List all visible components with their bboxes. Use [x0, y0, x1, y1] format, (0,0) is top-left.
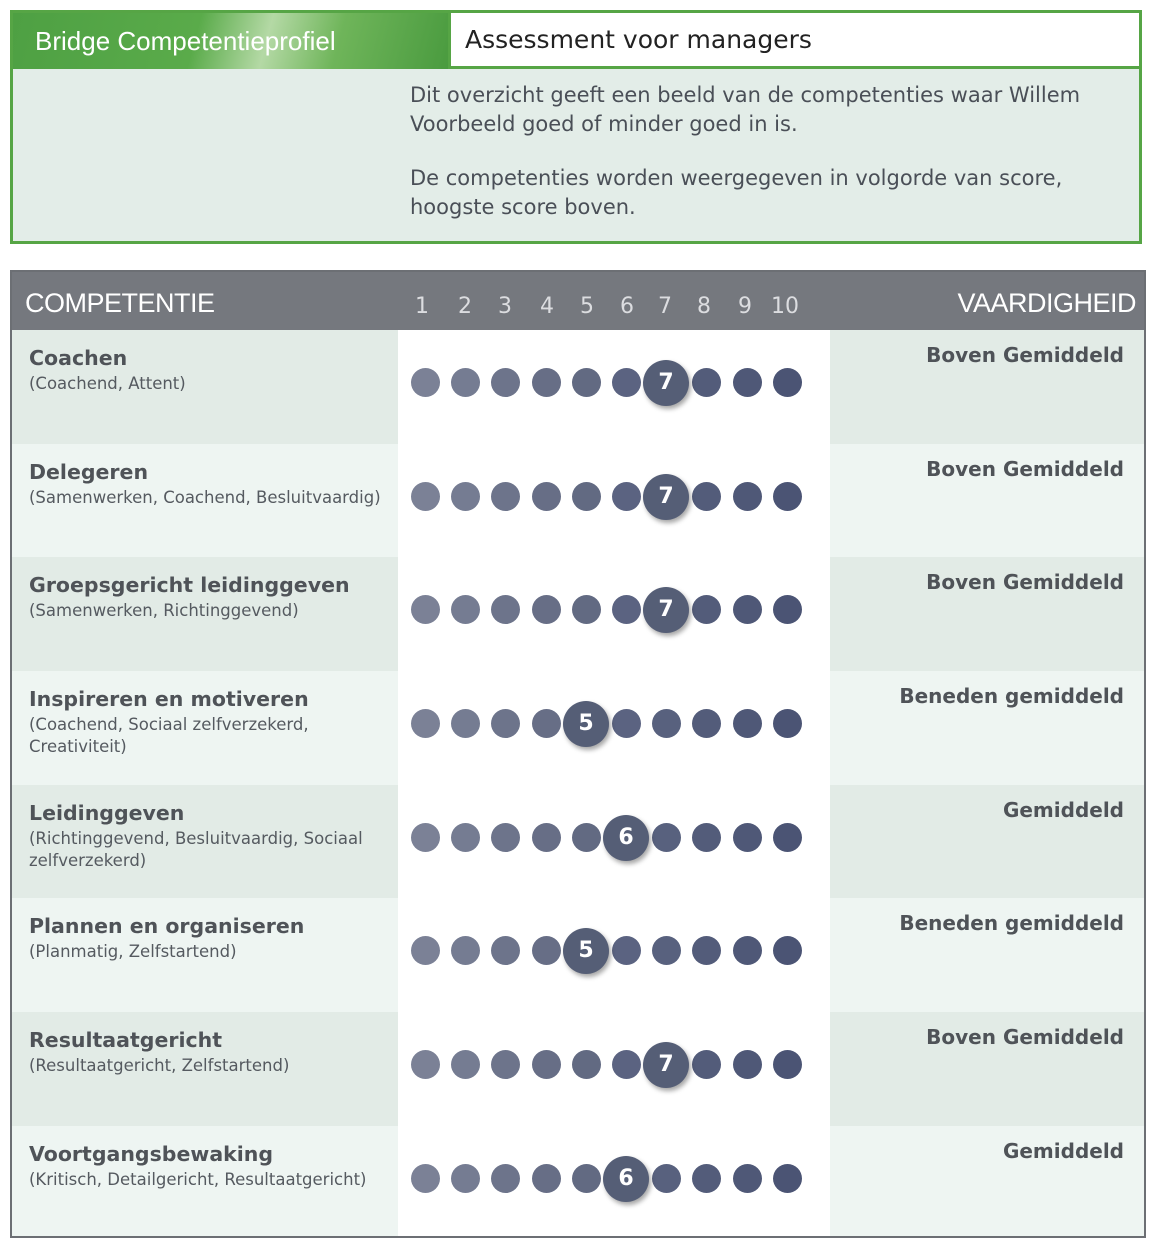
- score-marker: 6: [603, 815, 649, 861]
- scale-dot: [612, 1050, 641, 1079]
- scale-number: 8: [697, 294, 711, 319]
- scale-dot: [572, 368, 601, 397]
- scale-dot: [572, 1164, 601, 1193]
- score-scale: [398, 330, 830, 444]
- competence-name: Plannen en organiseren: [29, 914, 305, 939]
- scale-dot: [612, 368, 641, 397]
- competence-cell: [12, 898, 398, 1012]
- competence-subskills: (Resultaatgericht, Zelfstartend): [29, 1056, 290, 1076]
- scale-dot: [773, 1050, 802, 1079]
- scale-dot: [733, 1050, 762, 1079]
- score-cell: [398, 1012, 830, 1126]
- competence-name: Groepsgericht leidinggeven: [29, 573, 350, 598]
- competence-subskills: (Samenwerken, Richtinggevend): [29, 601, 299, 621]
- score-cell: [398, 444, 830, 558]
- level-cell: [830, 330, 1144, 444]
- scale-dot: [733, 1164, 762, 1193]
- scale-dot: [411, 595, 440, 624]
- scale-dot: [733, 823, 762, 852]
- skill-level: Beneden gemiddeld: [899, 684, 1124, 709]
- level-cell: [830, 785, 1144, 899]
- skill-level: Boven Gemiddeld: [926, 343, 1124, 367]
- scale-dot: [692, 1050, 721, 1079]
- score-scale: [398, 785, 830, 899]
- competence-subskills: (Planmatig, Zelfstartend): [29, 942, 237, 962]
- scale-dot: [692, 709, 721, 738]
- competence-name: Leidinggeven: [29, 800, 185, 825]
- scale-dot: [572, 1050, 601, 1079]
- scale-dot: [532, 823, 561, 852]
- scale-dot: [532, 595, 561, 624]
- scale-dot: [612, 936, 641, 965]
- level-cell: [830, 557, 1144, 671]
- level-cell: [830, 671, 1144, 785]
- skill-level: Boven Gemiddeld: [926, 570, 1124, 595]
- scale-number: 9: [738, 294, 752, 319]
- table-row: [12, 671, 1144, 785]
- scale-dot: [773, 936, 802, 965]
- score-marker: 7: [643, 1042, 689, 1088]
- scale-dot: [451, 1164, 480, 1193]
- scale-dot: [411, 368, 440, 397]
- scale-dot: [491, 368, 520, 397]
- scale-dot: [572, 823, 601, 852]
- scale-number: 10: [771, 294, 799, 319]
- report-title-box: [448, 13, 1139, 69]
- scale-dot: [451, 595, 480, 624]
- table-row: [12, 898, 1144, 1012]
- scale-dot: [773, 595, 802, 624]
- report-title: Assessment voor managers: [465, 25, 812, 54]
- scale-dot: [692, 823, 721, 852]
- scale-dot: [491, 482, 520, 511]
- score-marker: 5: [563, 701, 609, 747]
- competence-cell: [12, 557, 398, 671]
- scale-dot: [451, 368, 480, 397]
- scale-dot: [773, 823, 802, 852]
- competence-table: [10, 270, 1146, 1238]
- scale-dot: [532, 1050, 561, 1079]
- scale-dot: [491, 823, 520, 852]
- scale-dot: [411, 1164, 440, 1193]
- scale-dot: [491, 709, 520, 738]
- scale-dot: [451, 482, 480, 511]
- competence-subskills: (Coachend, Sociaal zelfverzekerd, Creativiteit): [29, 715, 309, 757]
- scale-number: 3: [498, 294, 512, 319]
- scale-dot: [652, 936, 681, 965]
- scale-dot: [411, 482, 440, 511]
- scale-dot: [532, 709, 561, 738]
- competence-cell: [12, 1126, 398, 1238]
- scale-dot: [451, 709, 480, 738]
- scale-dot: [491, 1164, 520, 1193]
- scale-number: 2: [458, 294, 472, 319]
- score-scale: [398, 1126, 830, 1238]
- level-cell: [830, 898, 1144, 1012]
- scale-dot: [692, 368, 721, 397]
- skill-level: Boven Gemiddeld: [926, 1025, 1124, 1050]
- scale-dot: [612, 595, 641, 624]
- scale-number: 6: [620, 294, 634, 319]
- competence-name: Resultaatgericht: [29, 1028, 223, 1053]
- scale-dot: [773, 368, 802, 397]
- score-cell: [398, 1126, 830, 1238]
- scale-dot: [692, 482, 721, 511]
- scale-dot: [733, 368, 762, 397]
- competence-subskills: (Samenwerken, Coachend, Besluitvaardig): [29, 487, 381, 507]
- score-cell: [398, 671, 830, 785]
- score-scale: [398, 671, 830, 785]
- scale-dot: [733, 482, 762, 511]
- intro-text: [410, 81, 1140, 247]
- table-row: [12, 557, 1144, 671]
- scale-dot: [773, 482, 802, 511]
- competence-cell: [12, 785, 398, 899]
- scale-dot: [612, 709, 641, 738]
- scale-dot: [572, 595, 601, 624]
- scale-dot: [451, 823, 480, 852]
- scale-dot: [733, 595, 762, 624]
- skill-level: Beneden gemiddeld: [899, 911, 1124, 936]
- score-cell: [398, 330, 830, 444]
- scale-dot: [491, 1050, 520, 1079]
- level-cell: [830, 1012, 1144, 1126]
- score-scale: [398, 1012, 830, 1126]
- scale-dot: [411, 823, 440, 852]
- competence-cell: [12, 444, 398, 558]
- competence-cell: [12, 671, 398, 785]
- score-marker: 5: [563, 928, 609, 974]
- scale-number: 7: [658, 294, 672, 319]
- table-row: [12, 785, 1144, 899]
- column-header-vaardigheid: VAARDIGHEID: [957, 288, 1136, 318]
- scale-dot: [491, 936, 520, 965]
- scale-dot: [532, 482, 561, 511]
- scale-dot: [692, 936, 721, 965]
- level-cell: [830, 1126, 1144, 1238]
- score-scale: [398, 898, 830, 1012]
- table-row: [12, 1012, 1144, 1126]
- competence-subskills: (Coachend, Attent): [29, 374, 186, 393]
- scale-dot: [411, 709, 440, 738]
- skill-level: Gemiddeld: [1002, 1138, 1124, 1163]
- scale-dot: [491, 595, 520, 624]
- scale-dot: [652, 709, 681, 738]
- scale-dot: [532, 1164, 561, 1193]
- table-row: [12, 444, 1144, 558]
- score-cell: [398, 557, 830, 671]
- skill-level: Boven Gemiddeld: [926, 456, 1124, 481]
- score-marker: 7: [643, 360, 689, 406]
- table-header: [12, 272, 1144, 330]
- scale-dot: [773, 709, 802, 738]
- brand-banner: [13, 13, 448, 69]
- scale-dot: [572, 482, 601, 511]
- table-row: [12, 330, 1144, 444]
- competence-cell: [12, 1012, 398, 1126]
- score-scale: [398, 557, 830, 671]
- scale-dot: [451, 1050, 480, 1079]
- skill-level: Gemiddeld: [1002, 797, 1124, 822]
- scale-dot: [532, 368, 561, 397]
- scale-dot: [411, 1050, 440, 1079]
- competence-cell: [12, 330, 398, 444]
- competence-subskills: (Richtinggevend, Besluitvaardig, Sociaal zelfverzekerd): [29, 828, 363, 870]
- intro-paragraph: Dit overzicht geeft een beeld van de competenties waar Willem Voorbeeld goed of minder goed in is.: [410, 83, 1081, 136]
- scale-dot: [733, 709, 762, 738]
- intro-paragraph: De competenties worden weergegeven in volgorde van score, hoogste score boven.: [410, 166, 1063, 219]
- scale-dot: [773, 1164, 802, 1193]
- profile-header: [10, 10, 1142, 244]
- competence-subskills: (Kritisch, Detailgericht, Resultaatgericht): [29, 1169, 367, 1189]
- scale-dot: [652, 1164, 681, 1193]
- level-cell: [830, 444, 1144, 558]
- competence-name: Inspireren en motiveren: [29, 687, 309, 712]
- table-row: [12, 1126, 1144, 1238]
- scale-number: 1: [415, 294, 429, 319]
- table-body: [12, 330, 1144, 1238]
- scale-dot: [692, 1164, 721, 1193]
- scale-dot: [451, 936, 480, 965]
- scale-number: 5: [580, 294, 594, 319]
- competence-name: Delegeren: [29, 459, 149, 484]
- score-cell: [398, 898, 830, 1012]
- competence-name: Voortgangsbewaking: [29, 1141, 274, 1166]
- score-marker: 6: [603, 1156, 649, 1202]
- score-marker: 7: [643, 474, 689, 520]
- scale-dot: [733, 936, 762, 965]
- scale-dot: [692, 595, 721, 624]
- scale-dot: [652, 823, 681, 852]
- brand-title: Bridge Competentieprofiel: [35, 26, 336, 56]
- scale-number: 4: [540, 294, 554, 319]
- score-scale: [398, 444, 830, 558]
- competence-name: Coachen: [29, 346, 128, 370]
- score-marker: 7: [643, 587, 689, 633]
- scale-dot: [411, 936, 440, 965]
- score-cell: [398, 785, 830, 899]
- scale-dot: [532, 936, 561, 965]
- scale-dot: [612, 482, 641, 511]
- column-header-competentie: COMPETENTIE: [25, 288, 215, 318]
